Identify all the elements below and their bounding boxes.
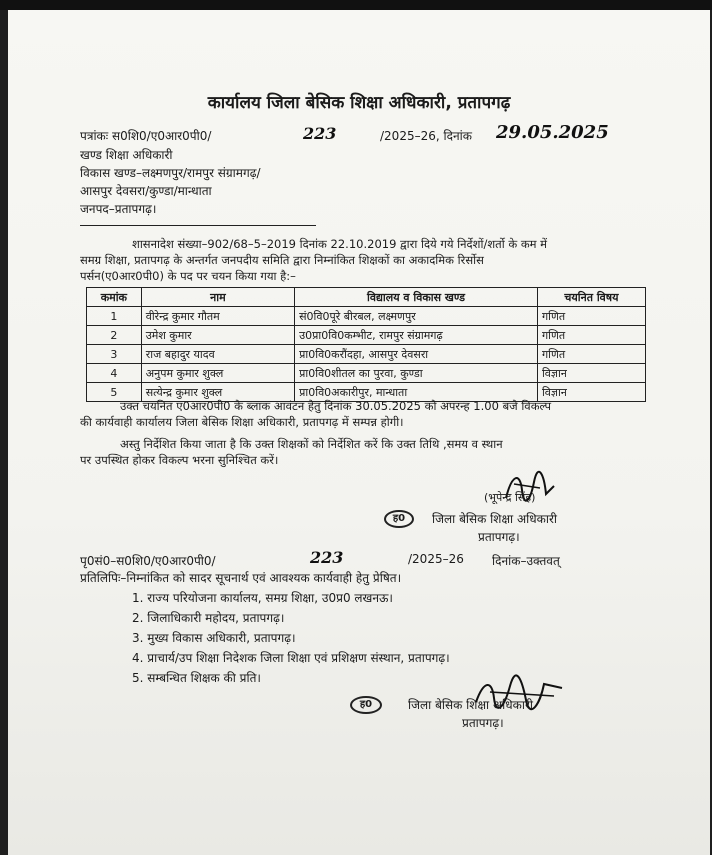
cell-school: प्रा0वि0शीतल का पुरवा, कुण्डा [295, 364, 538, 383]
address-line-1: खण्ड शिक्षा अधिकारी [80, 148, 173, 162]
copy-number-handwritten: 223 [310, 548, 344, 567]
signed-stamp-2: ह0 [350, 696, 382, 714]
cell-serial: 5 [87, 383, 142, 402]
cell-serial: 4 [87, 364, 142, 383]
letter-number-handwritten: 223 [303, 124, 337, 143]
intro-line-3: पर्सन(ए0आर0पी0) के पद पर चयन किया गया है:– [80, 269, 296, 283]
body-line-1: उक्त चयनित ए0आर0पी0 के ब्लाक आवंटन हेतु दिनांक 30.05.2025 को अपरन्ह 1.00 बजे विकल्प [120, 399, 551, 413]
cell-name: राज बहादुर यादव [141, 345, 294, 364]
cell-school: प्रा0वि0करौंदहा, आसपुर देवसरा [295, 345, 538, 364]
copy-date-label: दिनांक–उक्तवत् [492, 554, 560, 568]
address-underline [80, 225, 316, 226]
col-header-name: नाम [141, 288, 294, 307]
copy-year: /2025–26 [408, 552, 464, 566]
table-row [87, 364, 646, 383]
table-row [87, 307, 646, 326]
top-dark-bar [0, 0, 712, 10]
selected-teachers-table [86, 287, 646, 402]
col-header-subject: चयनित विषय [537, 288, 645, 307]
cell-serial: 3 [87, 345, 142, 364]
cell-school: सं0वि0पूरे बीरबल, लक्ष्मणपुर [295, 307, 538, 326]
signatory-place-2: प्रतापगढ़। [462, 716, 504, 730]
letter-year-date-label: /2025–26, दिनांक [380, 129, 472, 143]
cell-subject: विज्ञान [537, 364, 645, 383]
intro-line-1: शासनादेश संख्या–902/68–5–2019 दिनांक 22.10.2019 द्वारा दिये गये निर्देशों/शर्तो के कम में [132, 237, 548, 251]
copy-list-item-4: 4. प्राचार्य/उप शिक्षा निदेशक जिला शिक्षा एवं प्रशिक्षण संस्थान, प्रतापगढ़। [132, 651, 450, 665]
cell-name: वीरेन्द्र कुमार गौतम [141, 307, 294, 326]
cell-subject: गणित [537, 326, 645, 345]
col-header-serial: कमांक [87, 288, 142, 307]
body-line-4: पर उपस्थित होकर विकल्प भरना सुनिश्चित करें। [80, 453, 279, 467]
intro-line-2: समग्र शिक्षा, प्रतापगढ़ के अन्तर्गत जनपदीय समिति द्वारा निम्नांकित शिक्षकों का अकादमिक रिर्सोस [80, 253, 484, 267]
cell-subject: गणित [537, 307, 645, 326]
signatory-designation-1: जिला बेसिक शिक्षा अधिकारी [432, 512, 557, 526]
cell-school: उ0प्रा0वि0कम्भीट, रामपुर संग्रामगढ़ [295, 326, 538, 345]
body-line-3: अस्तु निर्देशित किया जाता है कि उक्त शिक्षकों को निर्देशित करें कि उक्त तिथि ,समय व स्थान [120, 437, 503, 451]
signatory-name: (भूपेन्द्र सिंह) [484, 491, 536, 504]
copy-list-item-1: 1. राज्य परियोजना कार्यालय, समग्र शिक्षा, उ0प्र0 लखनऊ। [132, 591, 393, 605]
document-page [8, 10, 710, 855]
signatory-place-1: प्रतापगढ़। [478, 530, 520, 544]
copy-list-item-3: 3. मुख्य विकास अधिकारी, प्रतापगढ़। [132, 631, 296, 645]
address-line-3: आसपुर देवसरा/कुण्डा/मान्धाता [80, 184, 212, 198]
letter-date-handwritten: 29.05.2025 [496, 122, 609, 143]
table-row [87, 326, 646, 345]
copy-list-item-5: 5. सम्बन्धित शिक्षक की प्रति। [132, 671, 261, 685]
table-header-row [87, 288, 646, 307]
copy-list-item-2: 2. जिलाधिकारी महोदय, प्रतापगढ़। [132, 611, 285, 625]
col-header-school: विद्यालय व विकास खण्ड [295, 288, 538, 307]
body-line-2: की कार्यवाही कार्यालय जिला बेसिक शिक्षा अधिकारी, प्रतापगढ़ में सम्पन्न होगी। [80, 415, 404, 429]
cell-serial: 1 [87, 307, 142, 326]
copy-intro: प्रतिलिपिः–निम्नांकित को सादर सूचनार्थ एवं आवश्यक कार्यवाही हेतु प्रेषित। [80, 571, 402, 585]
address-line-2: विकास खण्ड–लक्ष्मणपुर/रामपुर संग्रामगढ़/ [80, 166, 261, 180]
cell-serial: 2 [87, 326, 142, 345]
cell-name: उमेश कुमार [141, 326, 294, 345]
cell-subject: गणित [537, 345, 645, 364]
cell-subject: विज्ञान [537, 383, 645, 402]
table-row [87, 345, 646, 364]
cell-name: अनुपम कुमार शुक्ल [141, 364, 294, 383]
copy-ref-prefix: पृ0सं0–स0शि0/ए0आर0पी0/ [80, 554, 216, 568]
signed-stamp-1: ह0 [384, 510, 414, 528]
letter-ref-prefix: पत्रांकः स0शि0/ए0आर0पी0/ [80, 129, 212, 143]
office-title: कार्यालय जिला बेसिक शिक्षा अधिकारी, प्रतापगढ़ [207, 93, 511, 113]
signatory-designation-2: जिला बेसिक शिक्षा अधिकारी [408, 698, 533, 712]
cell-school: प्रा0वि0अकारीपुर, मान्धाता [295, 383, 538, 402]
cell-name: सत्येन्द्र कुमार शुक्ल [141, 383, 294, 402]
address-line-4: जनपद–प्रतापगढ़। [80, 202, 157, 216]
